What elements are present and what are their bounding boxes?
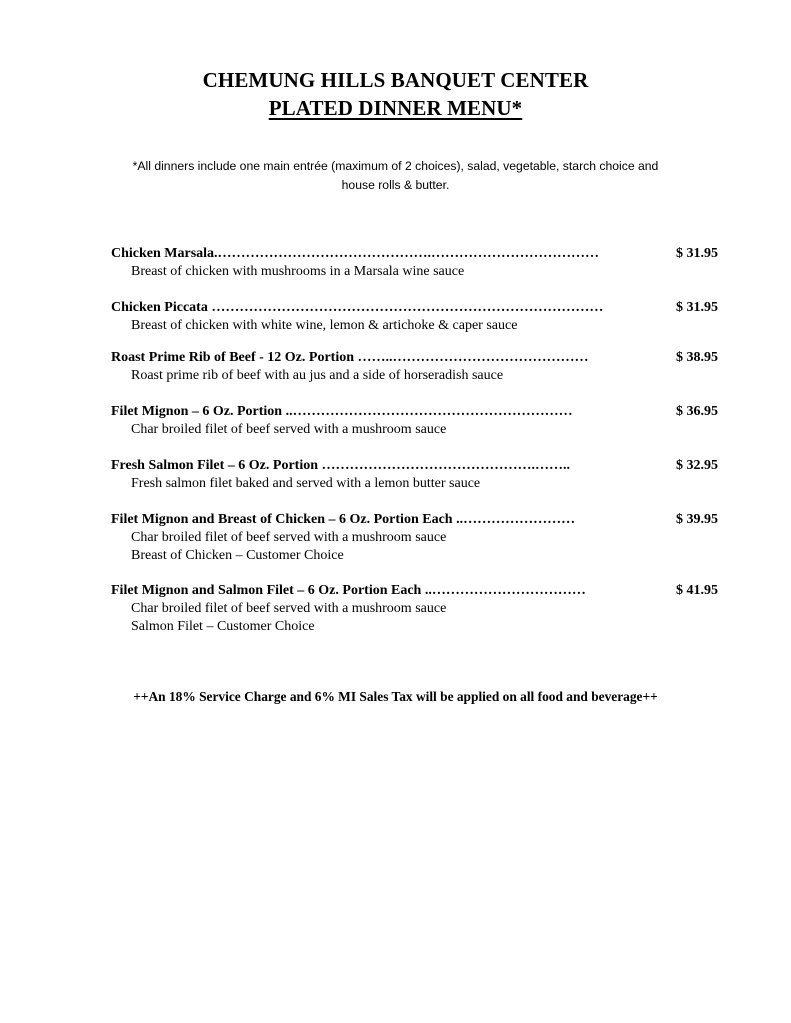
item-price: $ 32.95 (676, 458, 718, 473)
header (0, 66, 791, 122)
item-description: Char broiled filet of beef served with a mushroom sauce (131, 530, 447, 545)
item-description: Roast prime rib of beef with au jus and a side of horseradish sauce (131, 368, 504, 383)
item-name: Filet Mignon and Breast of Chicken – 6 Oz. Portion Each ..…………………… (111, 512, 576, 527)
item-description: Char broiled filet of beef served with a mushroom sauce (131, 601, 447, 616)
item-name: Filet Mignon – 6 Oz. Portion ..…………………………………………………… (111, 404, 573, 419)
item-price: $ 36.95 (676, 404, 718, 419)
venue-title: CHEMUNG HILLS BANQUET CENTER (202, 68, 589, 92)
item-price: $ 39.95 (676, 512, 718, 527)
item-name: Fresh Salmon Filet – 6 Oz. Portion ……………………………………….…….. (111, 458, 570, 473)
item-name: Roast Prime Rib of Beef - 12 Oz. Portion ……..…………………………………… (111, 350, 589, 365)
item-description: Breast of chicken with white wine, lemon & artichoke & caper sauce (131, 318, 518, 333)
menu-intro-note (100, 157, 691, 195)
menu-item-salmon-filet (111, 457, 718, 493)
menu-title: PLATED DINNER MENU* (268, 96, 523, 120)
item-description: Fresh salmon filet baked and served with a lemon butter sauce (131, 476, 481, 491)
item-price: $ 31.95 (676, 300, 718, 315)
menu-item-filet-and-salmon (111, 582, 718, 636)
item-description: Breast of Chicken – Customer Choice (131, 548, 344, 563)
service-charge-note: ++An 18% Service Charge and 6% MI Sales Tax will be applied on all food and beverage++ (133, 689, 658, 704)
item-name: Chicken Piccata ………………………………………………………………………… (111, 300, 604, 315)
item-price: $ 31.95 (676, 246, 718, 261)
item-name: Chicken Marsala.……………………………………….……………………………… (111, 246, 600, 261)
item-price: $ 41.95 (676, 583, 718, 598)
intro-line-1: *All dinners include one main entrée (maximum of 2 choices), salad, vegetable, starch choice and (132, 159, 659, 173)
menu-item-filet-and-chicken (111, 511, 718, 565)
menu-item-prime-rib (111, 349, 718, 385)
item-description: Salmon Filet – Customer Choice (131, 619, 315, 634)
item-name: Filet Mignon and Salmon Filet – 6 Oz. Portion Each ..…………………………… (111, 583, 586, 598)
item-price: $ 38.95 (676, 350, 718, 365)
item-description: Char broiled filet of beef served with a mushroom sauce (131, 422, 447, 437)
menu-item-chicken-piccata (111, 299, 718, 335)
menu-item-filet-mignon (111, 403, 718, 439)
menu-item-chicken-marsala (111, 245, 718, 281)
item-description: Breast of chicken with mushrooms in a Marsala wine sauce (131, 264, 465, 279)
intro-line-2: house rolls & butter. (341, 178, 450, 192)
